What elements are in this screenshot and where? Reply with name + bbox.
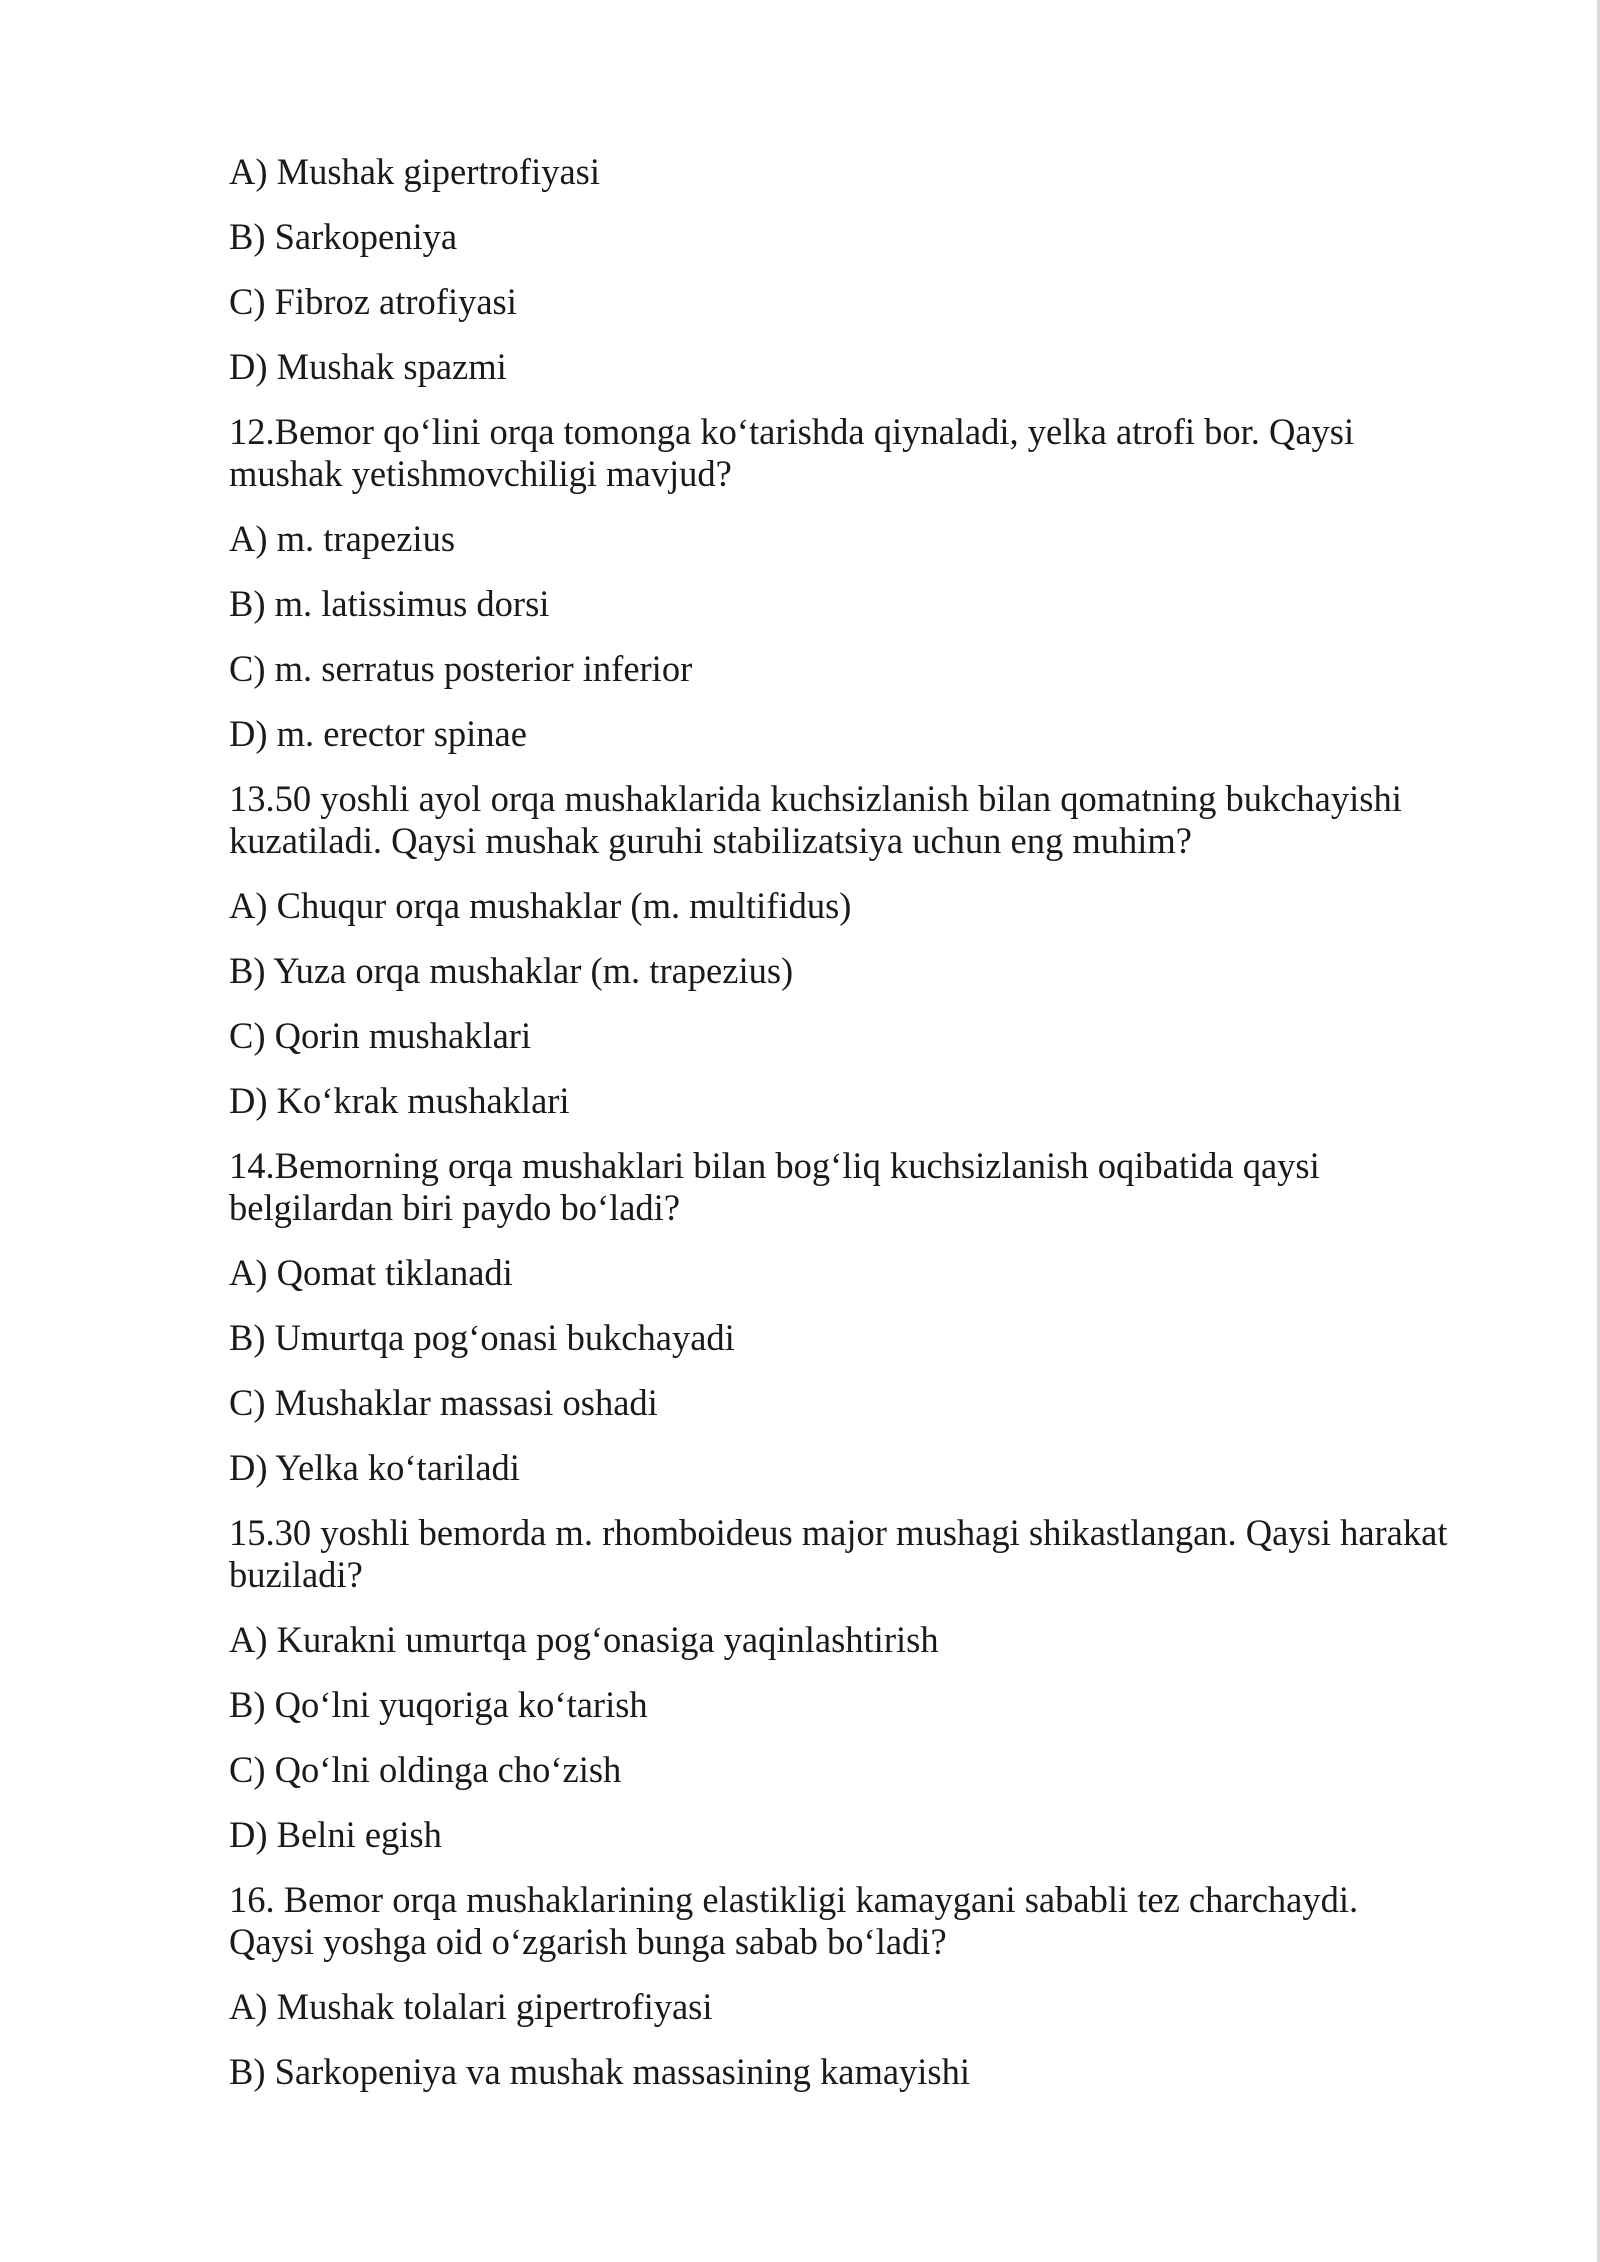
option-line: D) Belni egish <box>229 1814 442 1855</box>
question-text-line: Qaysi yoshga oid o‘zgarish bunga sabab bo‘ladi? <box>229 1921 947 1962</box>
question-text-line: 13.50 yoshli ayol orqa mushaklarida kuchsizlanish bilan qomatning bukchayishi <box>229 778 1402 819</box>
option-line: B) Qo‘lni yuqoriga ko‘tarish <box>229 1684 648 1725</box>
question-14 <box>229 1145 1519 1229</box>
question-text-line: kuzatiladi. Qaysi mushak guruhi stabilizatsiya uchun eng muhim? <box>229 820 1192 861</box>
question-13 <box>229 778 1519 862</box>
option-line: A) Chuqur orqa mushaklar (m. multifidus) <box>229 885 852 926</box>
option-line: A) Qomat tiklanadi <box>229 1252 513 1293</box>
option-line: B) Sarkopeniya va mushak massasining kamayishi <box>229 2051 971 2092</box>
question-text-line: 16. Bemor orqa mushaklarining elastikligi kamaygani sababli tez charchaydi. <box>229 1879 1359 1920</box>
option-line: A) Mushak gipertrofiyasi <box>229 151 601 192</box>
option-line: C) Fibroz atrofiyasi <box>229 281 517 322</box>
question-text-line: buziladi? <box>229 1554 363 1595</box>
option-line: D) Ko‘krak mushaklari <box>229 1080 570 1121</box>
document-content <box>229 151 1519 2116</box>
option-line: A) m. trapezius <box>229 518 456 559</box>
question-16 <box>229 1879 1519 1963</box>
option-line: C) Mushaklar massasi oshadi <box>229 1382 658 1423</box>
question-text-line: belgilardan biri paydo bo‘ladi? <box>229 1187 681 1228</box>
question-text-line: 15.30 yoshli bemorda m. rhomboideus major mushagi shikastlangan. Qaysi harakat <box>229 1512 1448 1553</box>
question-12 <box>229 411 1519 495</box>
option-line: A) Mushak tolalari gipertrofiyasi <box>229 1986 713 2027</box>
option-line: B) m. latissimus dorsi <box>229 583 550 624</box>
option-line: C) m. serratus posterior inferior <box>229 648 693 689</box>
option-line: A) Kurakni umurtqa pog‘onasiga yaqinlashtirish <box>229 1619 939 1660</box>
question-text-line: mushak yetishmovchiligi mavjud? <box>229 453 732 494</box>
option-line: C) Qo‘lni oldinga cho‘zish <box>229 1749 622 1790</box>
option-line: D) m. erector spinae <box>229 713 527 754</box>
question-text-line: 12.Bemor qo‘lini orqa tomonga ko‘tarishda qiynaladi, yelka atrofi bor. Qaysi <box>229 411 1355 452</box>
option-line: D) Mushak spazmi <box>229 346 507 387</box>
question-15 <box>229 1512 1519 1596</box>
question-text-line: 14.Bemorning orqa mushaklari bilan bog‘liq kuchsizlanish oqibatida qaysi <box>229 1145 1320 1186</box>
option-line: D) Yelka ko‘tariladi <box>229 1447 520 1488</box>
option-line: C) Qorin mushaklari <box>229 1015 532 1056</box>
option-line: B) Yuza orqa mushaklar (m. trapezius) <box>229 950 794 991</box>
option-line: B) Umurtqa pog‘onasi bukchayadi <box>229 1317 735 1358</box>
option-line: B) Sarkopeniya <box>229 216 458 257</box>
